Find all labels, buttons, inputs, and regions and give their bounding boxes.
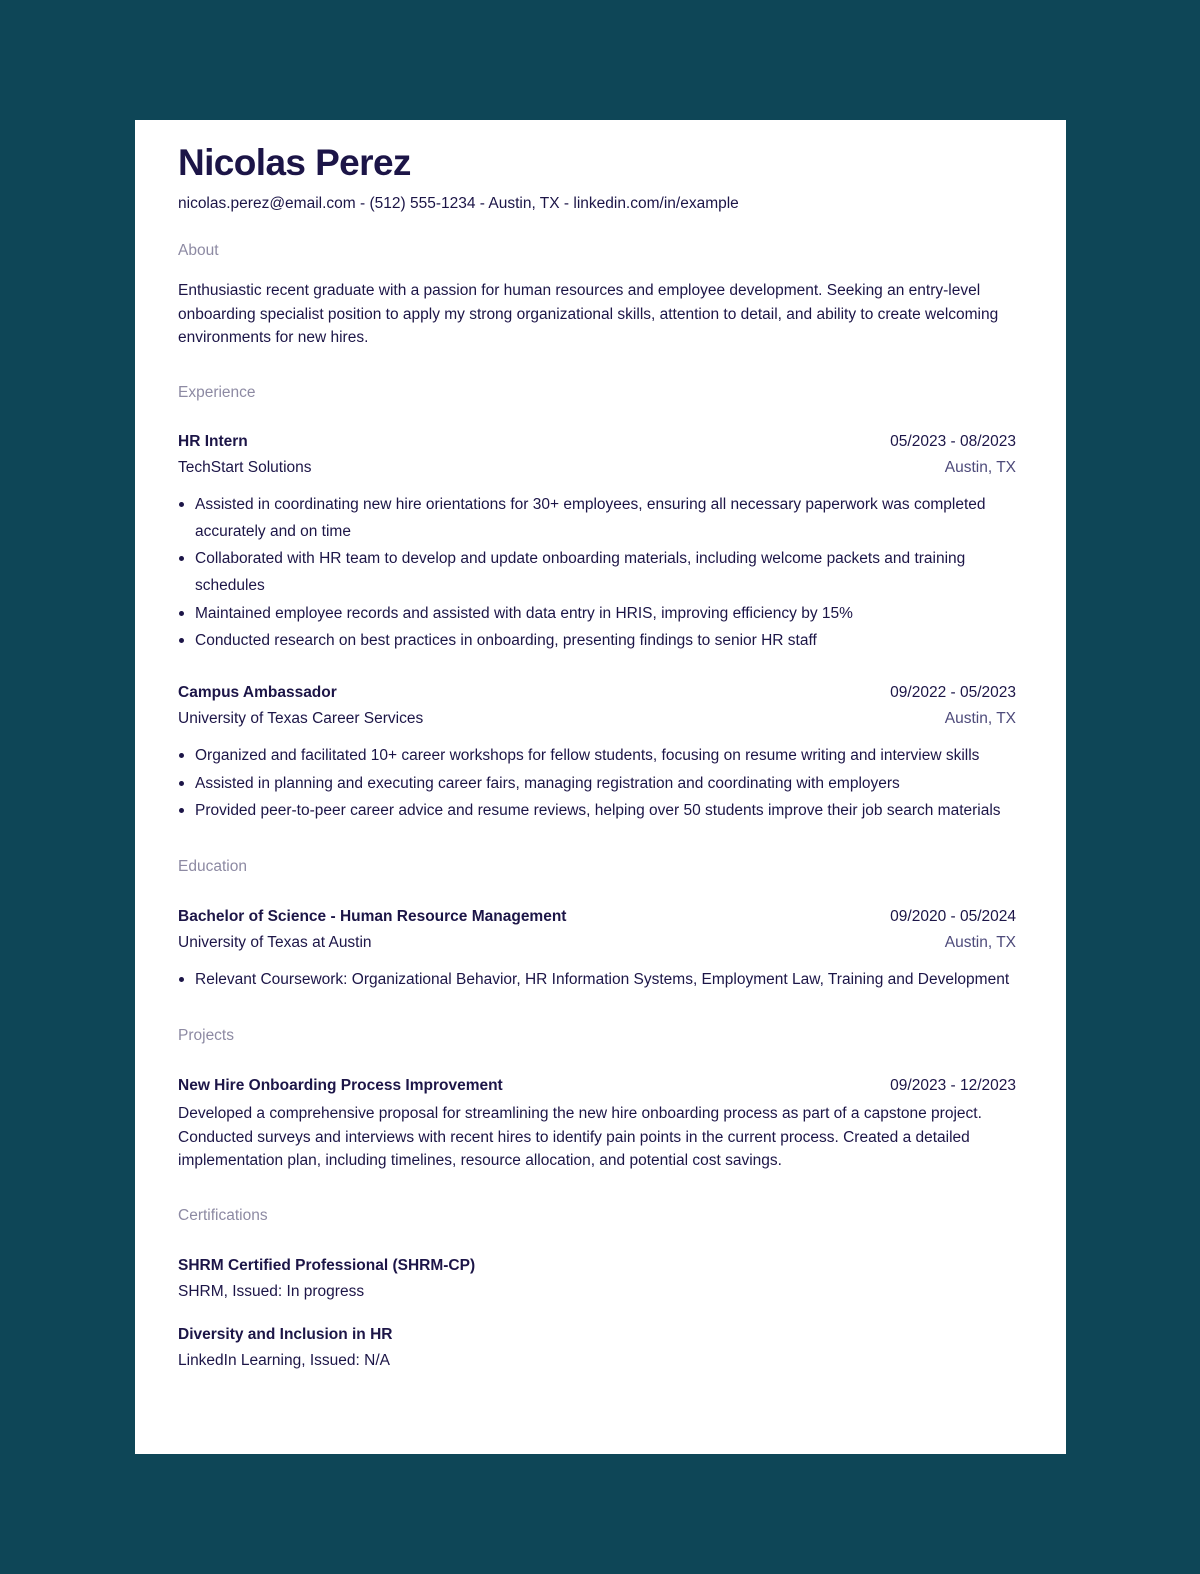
bullet-item: Organized and facilitated 10+ career workshops for fellow students, focusing on resume writing and interview skills — [195, 742, 1016, 769]
bullet-item: Provided peer-to-peer career advice and resume reviews, helping over 50 students improve their job search materials — [195, 797, 1016, 824]
degree-title: Bachelor of Science - Human Resource Management — [178, 908, 567, 926]
about-text: Enthusiastic recent graduate with a passion for human resources and employee development. Seeking an entry-level onboarding specialist position to apply my strong organizational skills, attention to detail, and ability to create welcoming environments for new hires. — [178, 282, 999, 346]
school-location: Austin, TX — [944, 934, 1016, 952]
job-title: HR Intern — [178, 432, 248, 450]
bullet-item: Collaborated with HR team to develop and update onboarding materials, including welcome packets and training schedules — [195, 545, 1016, 600]
job-title: Campus Ambassador — [178, 684, 337, 702]
section-title-projects: Projects — [178, 1027, 234, 1045]
job-company: University of Texas Career Services — [178, 710, 424, 728]
bullet-item: Conducted research on best practices in onboarding, presenting findings to senior HR staff — [195, 627, 1016, 654]
school-name: University of Texas at Austin — [178, 934, 372, 952]
job-dates: 09/2022 - 05/2023 — [890, 684, 1016, 702]
certification-issuer: SHRM, Issued: In progress — [178, 1282, 365, 1300]
project-dates: 09/2023 - 12/2023 — [890, 1077, 1016, 1095]
project-name: New Hire Onboarding Process Improvement — [178, 1077, 503, 1095]
certification-name: SHRM Certified Professional (SHRM-CP) — [178, 1256, 476, 1274]
education-dates: 09/2020 - 05/2024 — [890, 908, 1016, 926]
education-bullets — [178, 966, 1016, 993]
job-dates: 05/2023 - 08/2023 — [890, 432, 1016, 450]
section-title-about: About — [178, 242, 219, 259]
resume-page — [135, 120, 1066, 1454]
job-company: TechStart Solutions — [178, 458, 312, 476]
experience-entry — [178, 680, 1016, 824]
certification-entry — [178, 1322, 1016, 1374]
experience-entry — [178, 429, 1016, 655]
job-bullets — [178, 742, 1016, 824]
job-bullets — [178, 491, 1016, 655]
certification-name: Diversity and Inclusion in HR — [178, 1325, 393, 1343]
project-entry — [178, 1073, 1016, 1173]
bullet-item: Assisted in planning and executing career fairs, managing registration and coordinating with employers — [195, 770, 1016, 797]
project-description: Developed a comprehensive proposal for streamlining the new hire onboarding process as part of a capstone project. Conducted surveys and interviews with recent hires to identify pain points in the current process. Created a detailed implementation plan, including timelines, resource allocation, and potential cost savings. — [178, 1105, 982, 1170]
job-location: Austin, TX — [944, 458, 1016, 476]
certification-issuer: LinkedIn Learning, Issued: N/A — [178, 1351, 390, 1369]
job-location: Austin, TX — [944, 710, 1016, 728]
section-title-education: Education — [178, 858, 247, 876]
education-entry — [178, 904, 1016, 993]
bullet-item: Relevant Coursework: Organizational Behavior, HR Information Systems, Employment Law, Training and Development — [195, 966, 1016, 993]
certification-entry — [178, 1253, 1016, 1305]
section-title-experience: Experience — [178, 383, 256, 401]
section-title-certifications: Certifications — [178, 1206, 268, 1224]
bullet-item: Maintained employee records and assisted with data entry in HRIS, improving efficiency by 15% — [195, 600, 1016, 627]
bullet-item: Assisted in coordinating new hire orientations for 30+ employees, ensuring all necessary paperwork was completed accurately and on time — [195, 491, 1016, 546]
contact-line: nicolas.perez@email.com - (512) 555-1234 - Austin, TX - linkedin.com/in/example — [178, 195, 739, 212]
candidate-name: Nicolas Perez — [178, 142, 411, 183]
